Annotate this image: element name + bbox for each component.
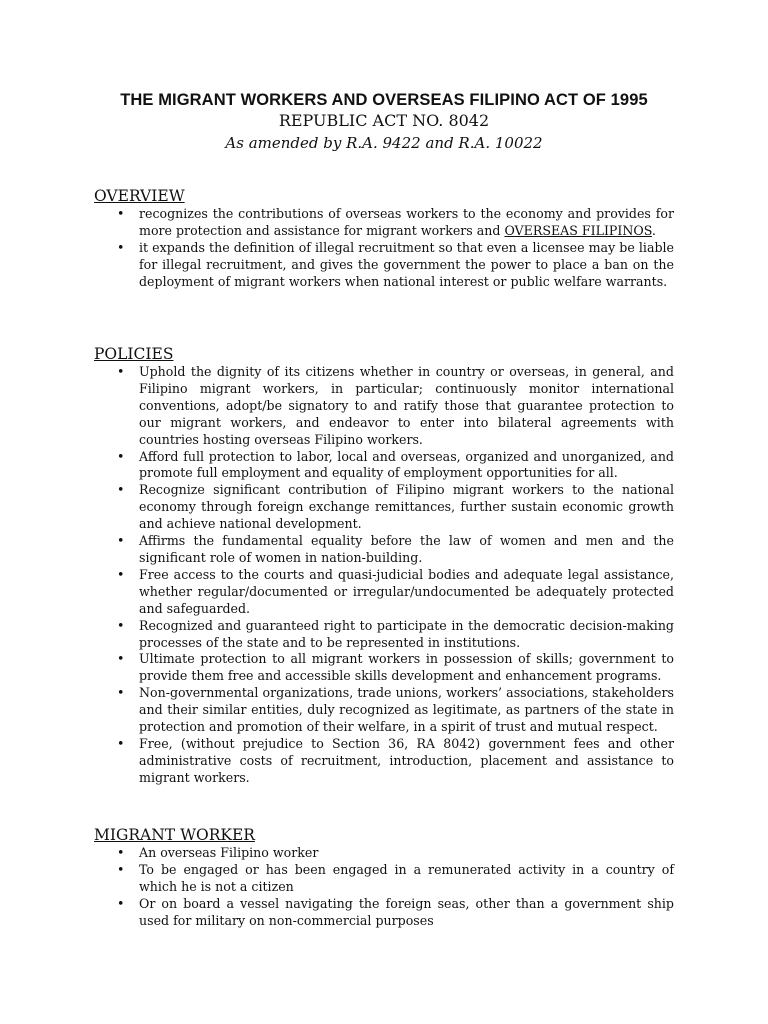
policies-list xyxy=(94,364,674,787)
bullet-icon: • xyxy=(117,206,125,221)
policies-heading: POLICIES xyxy=(94,345,174,363)
bullet-icon: • xyxy=(117,651,125,667)
list-item xyxy=(94,845,674,862)
migrant-worker-list xyxy=(94,845,674,930)
policy-text: Non-governmental organizations, trade unions, workers’ associations, stakeholders and their similar entities, duly recognized as legitimate, as partners of the state in protection and promotion of their welfare, in a spirit of trust and mutual respect. xyxy=(139,685,674,735)
bullet-icon: • xyxy=(117,239,125,255)
overseas-filipinos-link[interactable]: OVERSEAS FILIPINOS xyxy=(504,222,652,238)
list-item xyxy=(94,364,674,449)
overview-item-text: recognizes the contributions of overseas workers to the economy and provides for more protection and assistance for migrant workers and xyxy=(139,206,674,238)
bullet-icon: • xyxy=(117,895,125,911)
bullet-icon: • xyxy=(117,448,125,464)
document-subtitle: REPUBLIC ACT NO. 8042 xyxy=(278,111,490,130)
list-item xyxy=(94,618,674,652)
policy-text: Recognized and guaranteed right to participate in the democratic decision-making processes of the state and to be represented in institutions. xyxy=(139,617,674,650)
migrant-worker-text: Or on board a vessel navigating the foreign seas, other than a government ship used for military on non-commercial purposes xyxy=(139,895,674,928)
policy-text: Recognize significant contribution of Filipino migrant workers to the national economy through foreign exchange remittances, further sustain economic growth and achieve national development. xyxy=(139,482,674,532)
migrant-worker-heading: MIGRANT WORKER xyxy=(94,826,255,844)
bullet-icon: • xyxy=(117,861,125,877)
overview-item-end: . xyxy=(651,222,656,238)
bullet-icon: • xyxy=(117,735,125,751)
migrant-worker-text: An overseas Filipino worker xyxy=(139,845,319,860)
bullet-icon: • xyxy=(117,482,125,498)
bullet-icon: • xyxy=(117,617,125,633)
list-item xyxy=(94,567,674,618)
list-item xyxy=(94,482,674,533)
policy-text: Affirms the fundamental equality before the law of women and men and the significant role of women in nation-building. xyxy=(139,533,674,565)
policy-text: Afford full protection to labor, local and overseas, organized and unorganized, and promote full employment and equality of employment opportunities for all. xyxy=(139,448,674,481)
list-item xyxy=(94,449,674,483)
overview-section xyxy=(94,186,674,291)
list-item xyxy=(94,736,674,787)
list-item xyxy=(94,533,674,567)
amendment-note: As amended by R.A. 9422 and R.A. 10022 xyxy=(225,134,543,152)
bullet-icon: • xyxy=(117,364,125,379)
list-item xyxy=(94,896,674,930)
policy-text: Ultimate protection to all migrant workers in possession of skills; government to provide them free and accessible skills development and enhancement programs. xyxy=(139,651,674,684)
policy-text: Free access to the courts and quasi-judicial bodies and adequate legal assistance, whether regular/documented or irregular/undocumented be adequately protected and safeguarded. xyxy=(139,566,674,616)
overview-heading: OVERVIEW xyxy=(94,187,185,205)
list-item xyxy=(94,240,674,291)
policies-section xyxy=(94,344,674,787)
overview-item-text: it expands the definition of illegal recruitment so that even a licensee may be liable for illegal recruitment, and gives the government the power to place a ban on the deployment of migrant workers when national interest or public welfare warrants. xyxy=(139,239,674,289)
overview-list xyxy=(94,206,674,291)
list-item xyxy=(94,651,674,685)
migrant-worker-section xyxy=(94,825,674,930)
migrant-worker-text: To be engaged or has been engaged in a remunerated activity in a country of which he is not a citizen xyxy=(139,861,674,894)
policy-text: Uphold the dignity of its citizens whether in country or overseas, in general, and Filipino migrant workers, in particular; continuously monitor international conventions, adopt/be signatory to and ratify those that guarantee protection to our migrant workers, and endeavor to enter into bilateral agreements with countries hosting overseas Filipino workers. xyxy=(139,364,674,447)
list-item xyxy=(94,862,674,896)
document-title: THE MIGRANT WORKERS AND OVERSEAS FILIPINO ACT OF 1995 xyxy=(120,91,648,109)
bullet-icon: • xyxy=(117,685,125,701)
bullet-icon: • xyxy=(117,566,125,582)
list-item xyxy=(94,685,674,736)
policy-text: Free, (without prejudice to Section 36, RA 8042) government fees and other administrative costs of recruitment, introduction, placement and assistance to migrant workers. xyxy=(139,735,674,785)
bullet-icon: • xyxy=(117,533,125,549)
list-item xyxy=(94,206,674,240)
bullet-icon: • xyxy=(117,845,125,860)
